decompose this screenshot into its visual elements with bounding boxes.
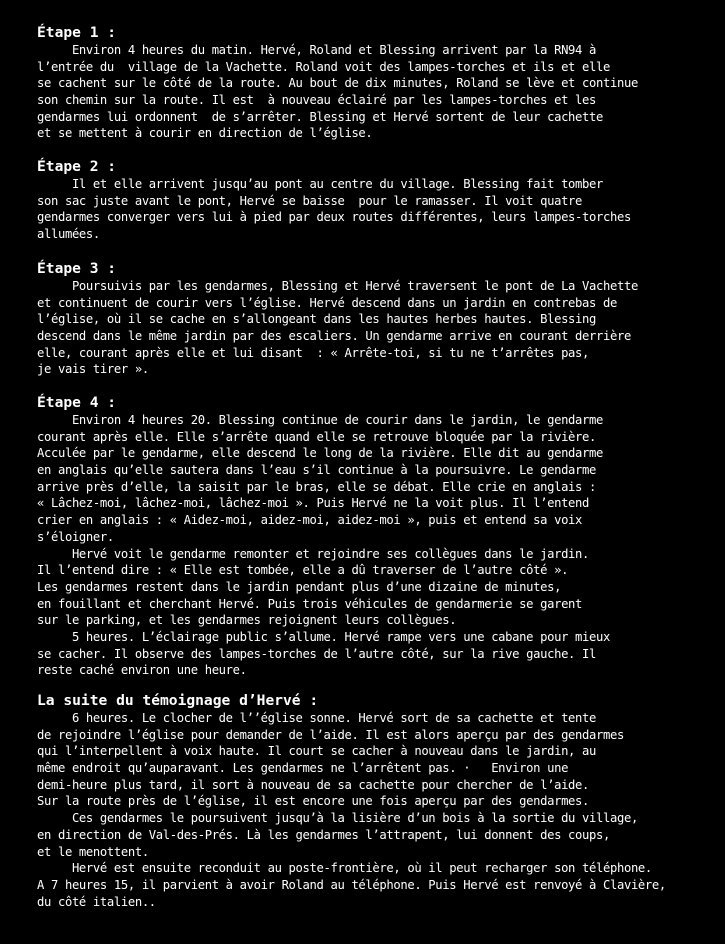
text-line: Acculée par le gendarme, elle descend le long de la rivière. Elle dit au gendarme — [37, 446, 603, 461]
section-suite-temoignage — [37, 692, 697, 910]
text-line: Environ 4 heures 20. Blessing continue de courir dans le jardin, le gendarme — [37, 413, 603, 427]
text-line: en anglais qu’elle sautera dans l’eau s’il continue à la poursuivre. Le gendarme — [37, 463, 597, 478]
text-line: gendarmes converger vers lui à pied par deux routes différentes, leurs lampes-torches — [37, 210, 631, 225]
text-line: en fouillant et cherchant Hervé. Puis trois véhicules de gendarmerie se garent — [37, 596, 583, 611]
text-line: courant après elle. Elle s’arrête quand elle se retrouve bloquée par la rivière. — [37, 429, 597, 444]
text-line: se cachent sur le côté de la route. Au bout de dix minutes, Roland se lève et continue — [37, 76, 638, 91]
section-heading: Étape 2 : — [37, 158, 117, 175]
section-etape-2 — [37, 158, 697, 243]
text-line: Les gendarmes restent dans le jardin pendant plus d’une dizaine de minutes, — [37, 579, 562, 594]
text-line: crier en anglais : « Aidez-moi, aidez-moi, aidez-moi », puis et entend sa voix — [37, 513, 583, 528]
text-line: elle, courant après elle et lui disant : « Arrête-toi, si tu ne t’arrêtes pas, — [37, 345, 590, 360]
text-line: qui l’interpellent à voix haute. Il court se cacher à nouveau dans le jardin, au — [37, 744, 597, 759]
text-line: reste caché environ une heure. — [37, 663, 247, 678]
section-heading: Étape 4 : — [37, 394, 117, 411]
text-line: son sac juste avant le pont, Hervé se baisse pour le ramasser. Il voit quatre — [37, 193, 583, 208]
text-line: je vais tirer ». — [37, 362, 149, 377]
section-etape-3 — [37, 260, 697, 378]
text-line: Ces gendarmes le poursuivent jusqu’à la lisière d’un bois à la sortie du village, — [37, 811, 638, 826]
text-line: allumées. — [37, 227, 100, 242]
text-line: se cacher. Il observe des lampes-torches de l’autre côté, sur la rive gauche. Il — [37, 646, 597, 661]
text-line: demi-heure plus tard, il sort à nouveau de sa cachette pour chercher de l’aide. — [37, 777, 590, 792]
text-line: son chemin sur la route. Il est à nouveau éclairé par les lampes-torches et les — [37, 93, 597, 108]
text-line: gendarmes lui ordonnent de s’arrêter. Blessing et Hervé sortent de leur cachette — [37, 109, 603, 124]
text-line: l’entrée du village de la Vachette. Roland voit des lampes-torches et ils et elle — [37, 59, 610, 74]
section-heading: Étape 3 : — [37, 260, 117, 277]
text-line: arrive près d’elle, la saisit par le bras, elle se débat. Elle crie en anglais : — [37, 479, 597, 494]
text-line: « Lâchez-moi, lâchez-moi, lâchez-moi ». Puis Hervé ne la voit plus. Il l’entend — [37, 496, 590, 511]
text-line: et se mettent à courir en direction de l’église. — [37, 126, 373, 141]
text-line: Poursuivis par les gendarmes, Blessing et Hervé traversent le pont de La Vachette — [37, 279, 638, 293]
text-line: l’église, où il se cache en s’allongeant dans les hautes herbes hautes. Blessing — [37, 312, 597, 327]
text-line: du côté italien.. — [37, 894, 156, 909]
section-etape-4 — [37, 394, 697, 679]
text-line: s’éloigner. — [37, 529, 114, 544]
text-line: Sur la route près de l’église, il est encore une fois aperçu par des gendarmes. — [37, 794, 590, 809]
text-line: Il l’entend dire : « Elle est tombée, elle a dû traverser de l’autre côté ». — [37, 563, 569, 578]
text-line: même endroit qu’auparavant. Les gendarmes ne l’arrêtent pas. · Environ une — [37, 761, 569, 776]
text-line: de rejoindre l’église pour demander de l’aide. Il est alors aperçu par des gendarmes — [37, 727, 624, 742]
text-line: descend dans le même jardin par des escaliers. Un gendarme arrive en courant derrière — [37, 329, 631, 344]
text-line: Environ 4 heures du matin. Hervé, Roland et Blessing arrivent par la RN94 à — [37, 43, 597, 57]
text-line: Hervé est ensuite reconduit au poste-frontière, où il peut recharger son téléphone. — [37, 861, 652, 876]
text-line: sur le parking, et les gendarmes rejoignent leurs collègues. — [37, 613, 457, 628]
section-heading: Étape 1 : — [37, 24, 117, 41]
section-heading: La suite du témoignage d’Hervé : — [37, 692, 319, 709]
text-line: Il et elle arrivent jusqu’au pont au centre du village. Blessing fait tomber — [37, 177, 603, 191]
text-line: 6 heures. Le clocher de l’’église sonne. Hervé sort de sa cachette et tente — [37, 711, 597, 725]
text-line: 5 heures. L’éclairage public s’allume. Hervé rampe vers une cabane pour mieux — [37, 629, 610, 644]
text-line: et le menottent. — [37, 844, 149, 859]
text-line: A 7 heures 15, il parvient à avoir Roland au téléphone. Puis Hervé est renvoyé à Clavière, — [37, 877, 666, 892]
text-line: Hervé voit le gendarme remonter et rejoindre ses collègues dans le jardin. — [37, 546, 590, 561]
section-etape-1 — [37, 24, 697, 142]
text-line: en direction de Val-des-Prés. Là les gendarmes l’attrapent, lui donnent des coups, — [37, 827, 610, 842]
text-line: et continuent de courir vers l’église. Hervé descend dans un jardin en contrebas de — [37, 295, 617, 310]
